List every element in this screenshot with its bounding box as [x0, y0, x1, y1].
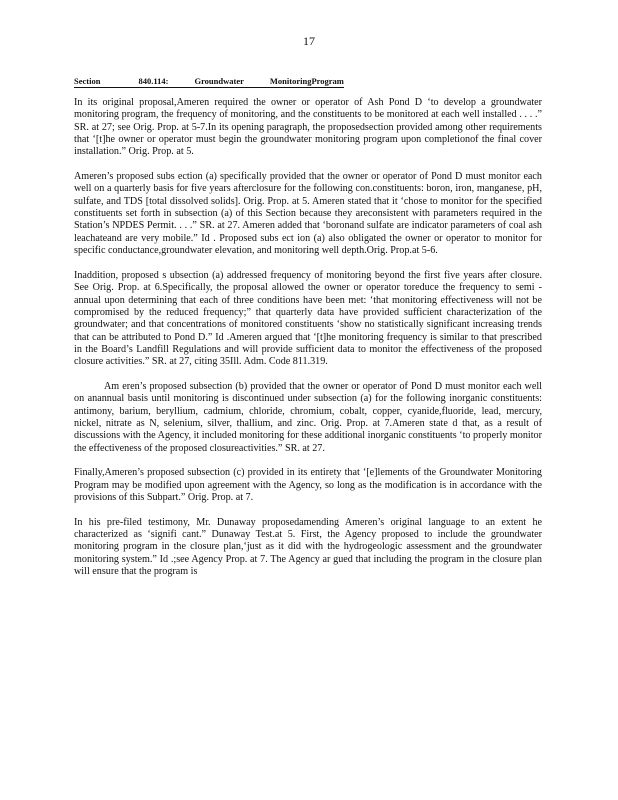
paragraph-original-proposal: In its original proposal,Ameren required the owner or operator of Ash Pond D ‘to develop a groundwater monitoring program, the frequency of monitoring, and the constituents to be monitored at each well installed . . . .” SR. at 27; see Orig. Prop. at 5-7.In its opening paragraph, the proposedsection provided among other requirements that ‘[t]he owner or operator must begin the groundwater monitoring program upon completionof the final cover installation.” Orig. Prop. at 5. [74, 97, 542, 158]
section-heading [74, 76, 344, 88]
section-title-part1: Groundwater [194, 76, 244, 86]
paragraph-subsection-a: Ameren’s proposed subs ection (a) specifically provided that the owner or operator of Pond D must monitor each well on a quarterly basis for five years afterclosure for the following con.constituents: boron, iron, manganese, pH, sulfate, and TDS [total dissolved solids]. Orig. Prop. at 5. Ameren stated that it ‘chose to monitor for the specified constituents set forth in subsection (a) of this Section because they areconsistent with parameters required in the Station’s NPDES Permit. . . .” SR. at 27. Ameren added that ‘boronand sulfate are indicator parameters of coal ash leachateand are very mobile.” Id . Proposed subs ect ion (a) also obligated the owner or operator to monitor for specific conductance,groundwater elevation, and monitoring well depth.Orig. Prop.at 5-6. [74, 171, 542, 257]
paragraph-monitoring-frequency: Inaddition, proposed s ubsection (a) addressed frequency of monitoring beyond the first five years after closure. See Orig. Prop. at 6.Specifically, the proposal allowed the owner or operator toreduce the frequency to semi -annual upon determining that each of three conditions have been met: ‘that monitoring effectiveness will not be compromised by the reduced frequency;” that quarterly data have provided sufficient characterization of the groundwater; and that concentrations of monitored constituents ‘show no statistically significant increasing trends that can be attributed to Pond D.” Id .Ameren argued that ‘[t]he monitoring frequency is similar to that prescribed in the Board’s Landfill Regulations and will provide sufficient data to monitor the effectiveness of the proposed closure activities.” SR. at 27, citing 35Ill. Adm. Code 811.319. [74, 269, 542, 368]
body-text [74, 97, 542, 578]
section-number: 840.114: [138, 76, 169, 86]
paragraph-subsection-c: Finally,Ameren’s proposed subsection (c) provided in its entirety that ‘[e]lements of the Groundwater Monitoring Program may be modified upon agreement with the Agency, so long as the modification is in accordance with the provisions of this Subpart.” Orig. Prop. at 7. [74, 467, 542, 503]
page-number: 17 [303, 34, 315, 48]
section-title-part2: MonitoringProgram [269, 76, 344, 86]
section-label: Section [74, 76, 101, 86]
paragraph-subsection-b: Am eren’s proposed subsection (b) provided that the owner or operator of Pond D must monitor each well on anannual basis until monitoring is discontinued under subsection (a) for the following inorganic constituents: antimony, barium, beryllium, cadmium, chloride, chromium, cobalt, copper, cyanide,fluoride, lead, mercury, nickel, nitrate as N, selenium, silver, thallium, and zinc. Orig. Prop. at 7.Ameren state d that, as a result of discussions with the Agency, it included monitoring for these additional inorganic constituents ‘to properly monitor the effectiveness of the proposed closureactivities.” SR. at 27. [74, 380, 542, 454]
paragraph-dunaway-testimony: In his pre-filed testimony, Mr. Dunaway proposedamending Ameren’s original language to an extent he characterized as ‘signifi cant.” Dunaway Test.at 5. First, the Agency proposed to include the groundwater monitoring program in the closure plan,‘just as it did with the hydrogeologic assessment and the groundwater monitoring system.” Id .;see Agency Prop. at 7. The Agency ar gued that including the program in the closure plan will ensure that the program is [74, 516, 542, 578]
